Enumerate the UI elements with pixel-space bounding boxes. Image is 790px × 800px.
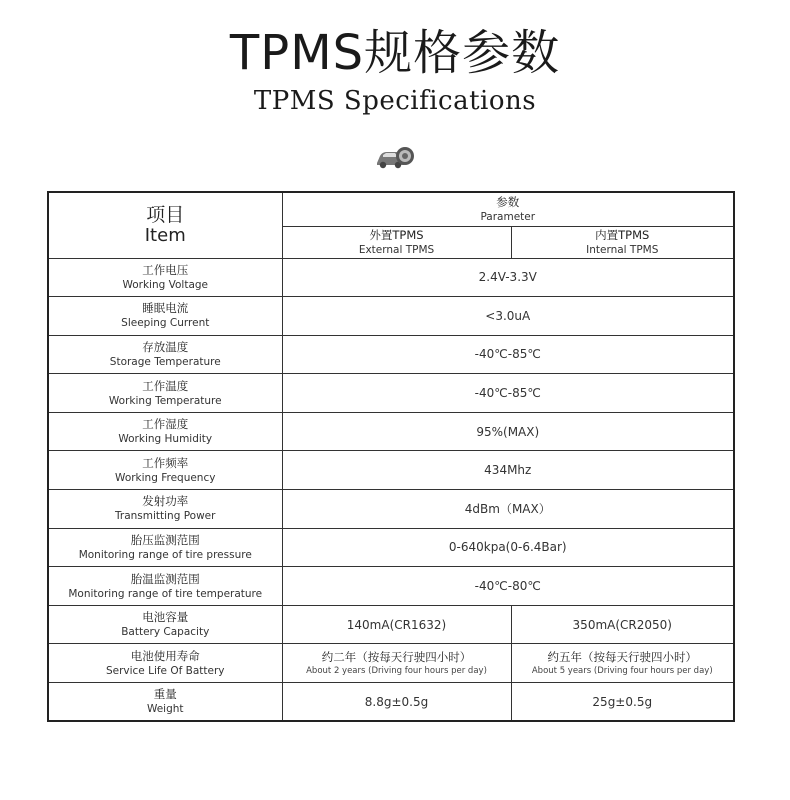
table-row xyxy=(48,528,734,567)
table-row-weight xyxy=(48,683,734,722)
internal-header-cn: 内置TPMS xyxy=(595,227,650,242)
row-label-en: Storage Temperature xyxy=(109,355,221,368)
row-label-en: Service Life Of Battery xyxy=(105,664,225,677)
item-header-en: Item xyxy=(144,225,186,247)
row-label-cn: 工作温度 xyxy=(142,378,189,393)
spec-table xyxy=(47,191,735,722)
row-value: 4dBm（MAX） xyxy=(282,490,734,529)
car-tire-icon xyxy=(374,141,416,173)
row-label-cn: 睡眠电流 xyxy=(142,301,189,316)
row-value: -40℃-85℃ xyxy=(282,335,734,374)
row-value: 0-640kpa(0-6.4Bar) xyxy=(282,528,734,567)
internal-header-cell xyxy=(511,226,734,258)
item-header-cell xyxy=(48,192,282,258)
table-row xyxy=(48,412,734,451)
parameter-header-cn: 参数 xyxy=(496,194,520,209)
table-row xyxy=(48,567,734,606)
table-header-row xyxy=(48,192,734,226)
row-label-cn: 发射功率 xyxy=(142,494,189,509)
row-label-cn: 胎温监测范围 xyxy=(130,571,200,586)
row-label-en: Working Frequency xyxy=(115,471,216,484)
parameter-header-cell xyxy=(282,192,734,226)
row-label-cn: 电池容量 xyxy=(142,610,189,625)
external-header-cn: 外置TPMS xyxy=(369,227,424,242)
row-label-cn: 电池使用寿命 xyxy=(130,648,200,663)
row-label-cn: 胎压监测范围 xyxy=(130,532,200,547)
table-row xyxy=(48,451,734,490)
row-value: 434Mhz xyxy=(282,451,734,490)
internal-life-en: About 5 years (Driving four hours per day) xyxy=(531,665,713,676)
external-header-cell xyxy=(282,226,511,258)
row-label-cn: 工作电压 xyxy=(142,262,189,277)
row-label-cn: 存放温度 xyxy=(142,339,189,354)
row-label-en: Working Voltage xyxy=(122,278,209,291)
row-label-en: Transmitting Power xyxy=(115,510,216,523)
row-value: 2.4V-3.3V xyxy=(282,258,734,297)
table-row xyxy=(48,335,734,374)
external-header-en: External TPMS xyxy=(358,243,435,256)
row-label-en: Battery Capacity xyxy=(121,626,210,639)
internal-value: 25g±0.5g xyxy=(511,683,734,722)
row-label-en: Monitoring range of tire temperature xyxy=(68,587,263,600)
page-title: TPMS规格参数 xyxy=(229,25,561,81)
table-row-battery-life xyxy=(48,644,734,683)
internal-value xyxy=(511,644,734,683)
table-row xyxy=(48,297,734,336)
parameter-header-en: Parameter xyxy=(480,210,536,223)
table-row xyxy=(48,258,734,297)
item-header-cn: 项目 xyxy=(146,204,185,227)
row-label-en: Working Temperature xyxy=(108,394,222,407)
page-subtitle: TPMS Specifications xyxy=(253,86,537,116)
external-value: 8.8g±0.5g xyxy=(282,683,511,722)
row-value: 95%(MAX) xyxy=(282,412,734,451)
table-row xyxy=(48,374,734,413)
external-life-cn: 约二年（按每天行驶四小时） xyxy=(321,649,472,664)
row-value: <3.0uA xyxy=(282,297,734,336)
external-life-en: About 2 years (Driving four hours per day) xyxy=(306,665,487,676)
row-value: -40℃-85℃ xyxy=(282,374,734,413)
table-row-battery-capacity xyxy=(48,605,734,644)
row-label-cn: 工作湿度 xyxy=(142,417,189,432)
row-label-en: Monitoring range of tire pressure xyxy=(78,548,252,561)
internal-life-cn: 约五年（按每天行驶四小时） xyxy=(547,649,697,664)
internal-header-en: Internal TPMS xyxy=(586,243,659,256)
row-label-cn: 工作频率 xyxy=(142,455,189,470)
external-value: 140mA(CR1632) xyxy=(282,605,511,644)
row-label-en: Sleeping Current xyxy=(121,317,210,330)
row-value: -40℃-80℃ xyxy=(282,567,734,606)
external-value xyxy=(282,644,511,683)
row-label-en: Working Humidity xyxy=(118,433,213,446)
internal-value: 350mA(CR2050) xyxy=(511,605,734,644)
table-row xyxy=(48,490,734,529)
row-label-cn: 重量 xyxy=(153,687,177,702)
row-label-en: Weight xyxy=(146,703,184,716)
